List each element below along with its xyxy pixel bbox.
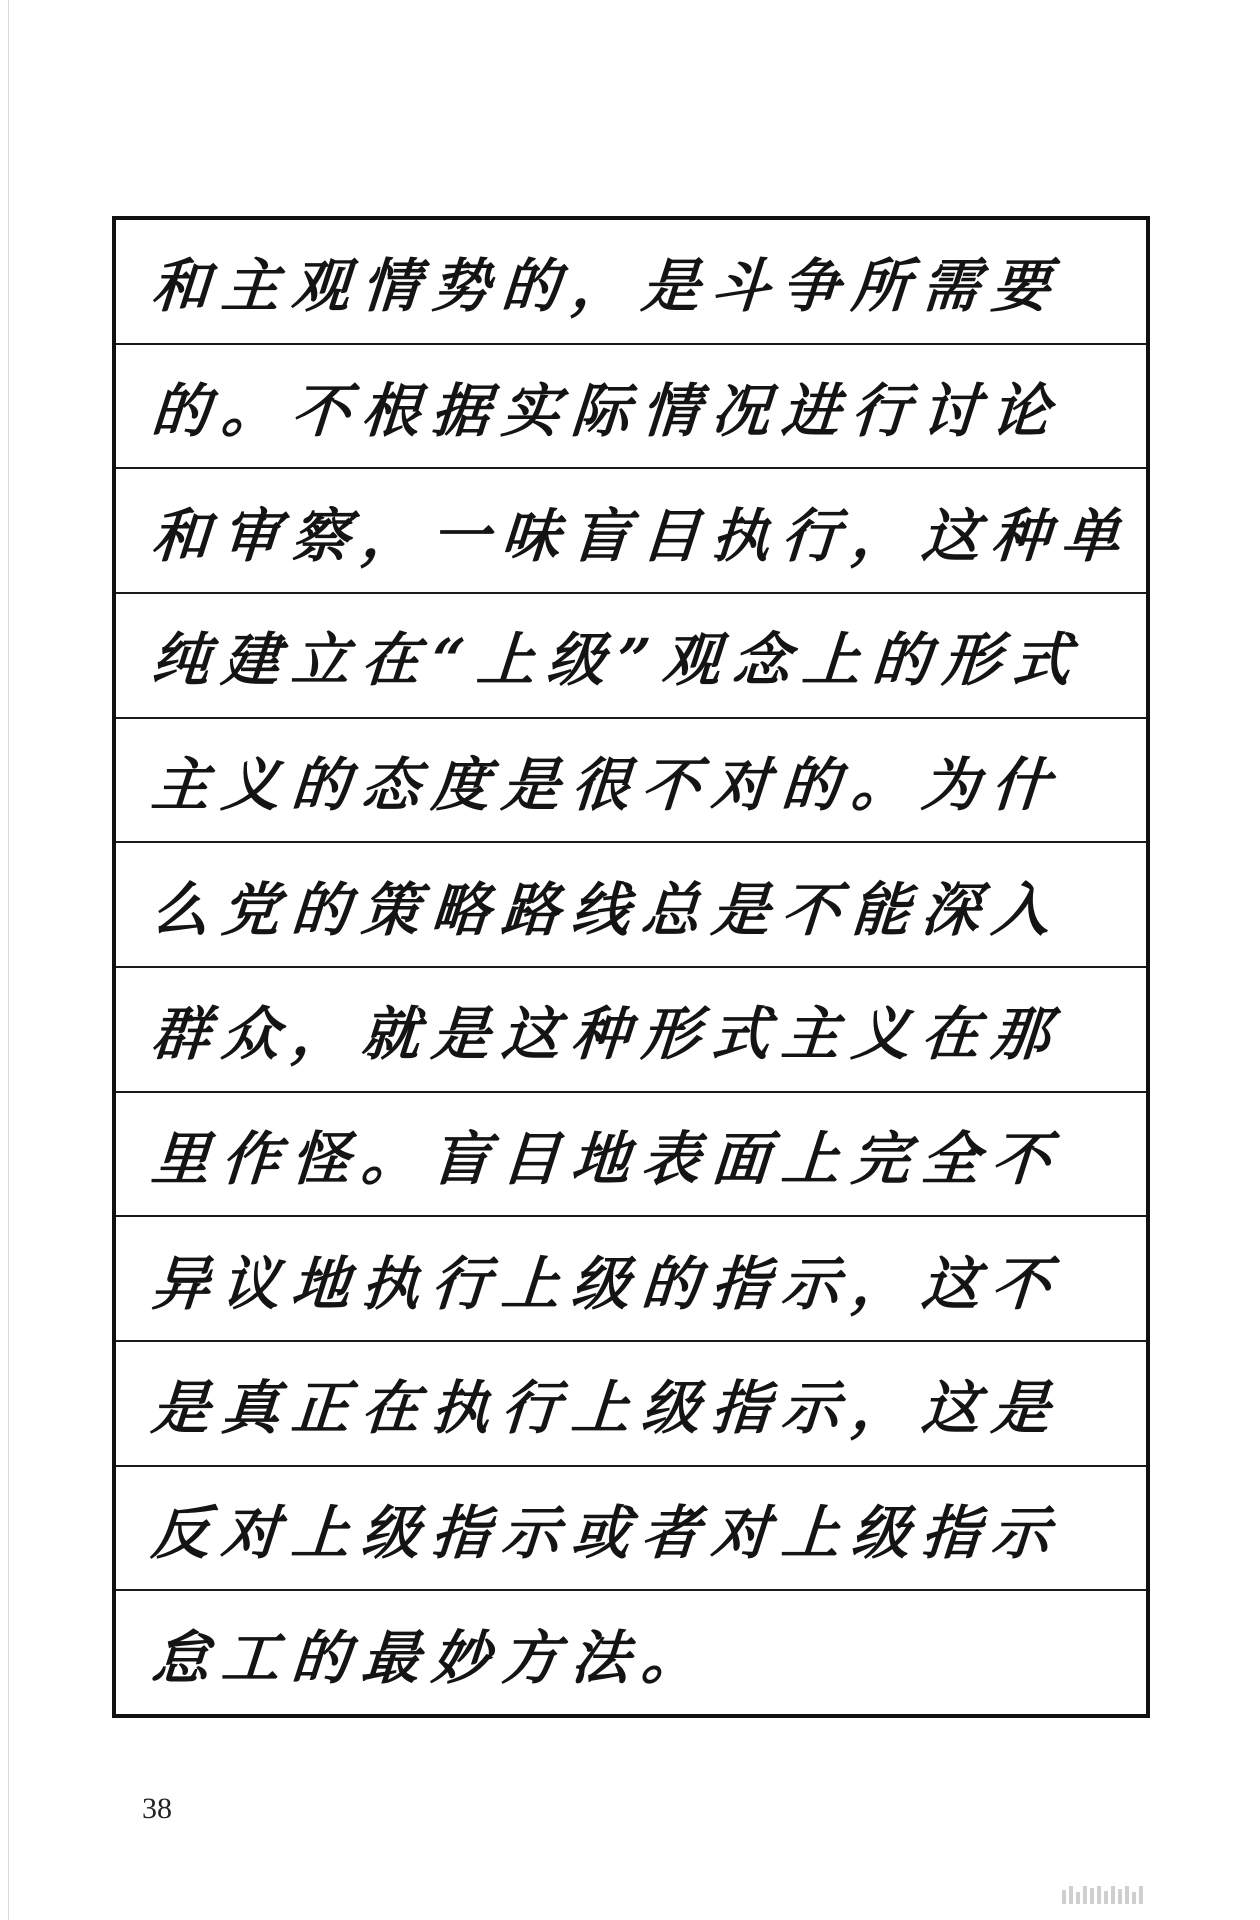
writing-line <box>116 717 1146 842</box>
handwritten-text: 的。不根据实际情况进行讨论 <box>149 377 1065 445</box>
handwritten-text: 异议地执行上级的指示，这不 <box>149 1249 1065 1318</box>
handwritten-text: 和主观情势的，是斗争所需要 <box>149 252 1065 321</box>
writing-line <box>116 592 1146 717</box>
writing-line <box>116 220 1146 343</box>
writing-line <box>116 343 1146 468</box>
handwritten-text: 怠工的最妙方法。 <box>149 1623 715 1692</box>
page-number: 38 <box>142 1792 172 1825</box>
writing-line <box>116 1215 1146 1340</box>
handwritten-text: 群众，就是这种形式主义在那 <box>149 1000 1065 1069</box>
handwritten-text: 是真正在执行上级指示，这是 <box>149 1374 1065 1443</box>
handwritten-text: 里作怪。盲目地表面上完全不 <box>149 1125 1065 1194</box>
handwritten-text: 和审察，一味盲目执行，这种单 <box>149 501 1135 570</box>
handwritten-text: 纯建立在“上级”观念上的形式 <box>149 626 1085 695</box>
handwritten-text: 反对上级指示或者对上级指示 <box>149 1499 1065 1568</box>
writing-line <box>116 467 1146 592</box>
handwritten-text: 么党的策略路线总是不能深入 <box>149 875 1065 944</box>
writing-line <box>116 841 1146 966</box>
writing-line <box>116 1091 1146 1216</box>
writing-line <box>116 1589 1146 1714</box>
writing-line <box>116 966 1146 1091</box>
writing-line <box>116 1340 1146 1465</box>
copybook-grid <box>112 216 1150 1718</box>
page-edge <box>8 0 9 1920</box>
watermark-logo <box>1062 1886 1143 1904</box>
writing-line <box>116 1465 1146 1590</box>
handwritten-text: 主义的态度是很不对的。为什 <box>149 751 1065 820</box>
